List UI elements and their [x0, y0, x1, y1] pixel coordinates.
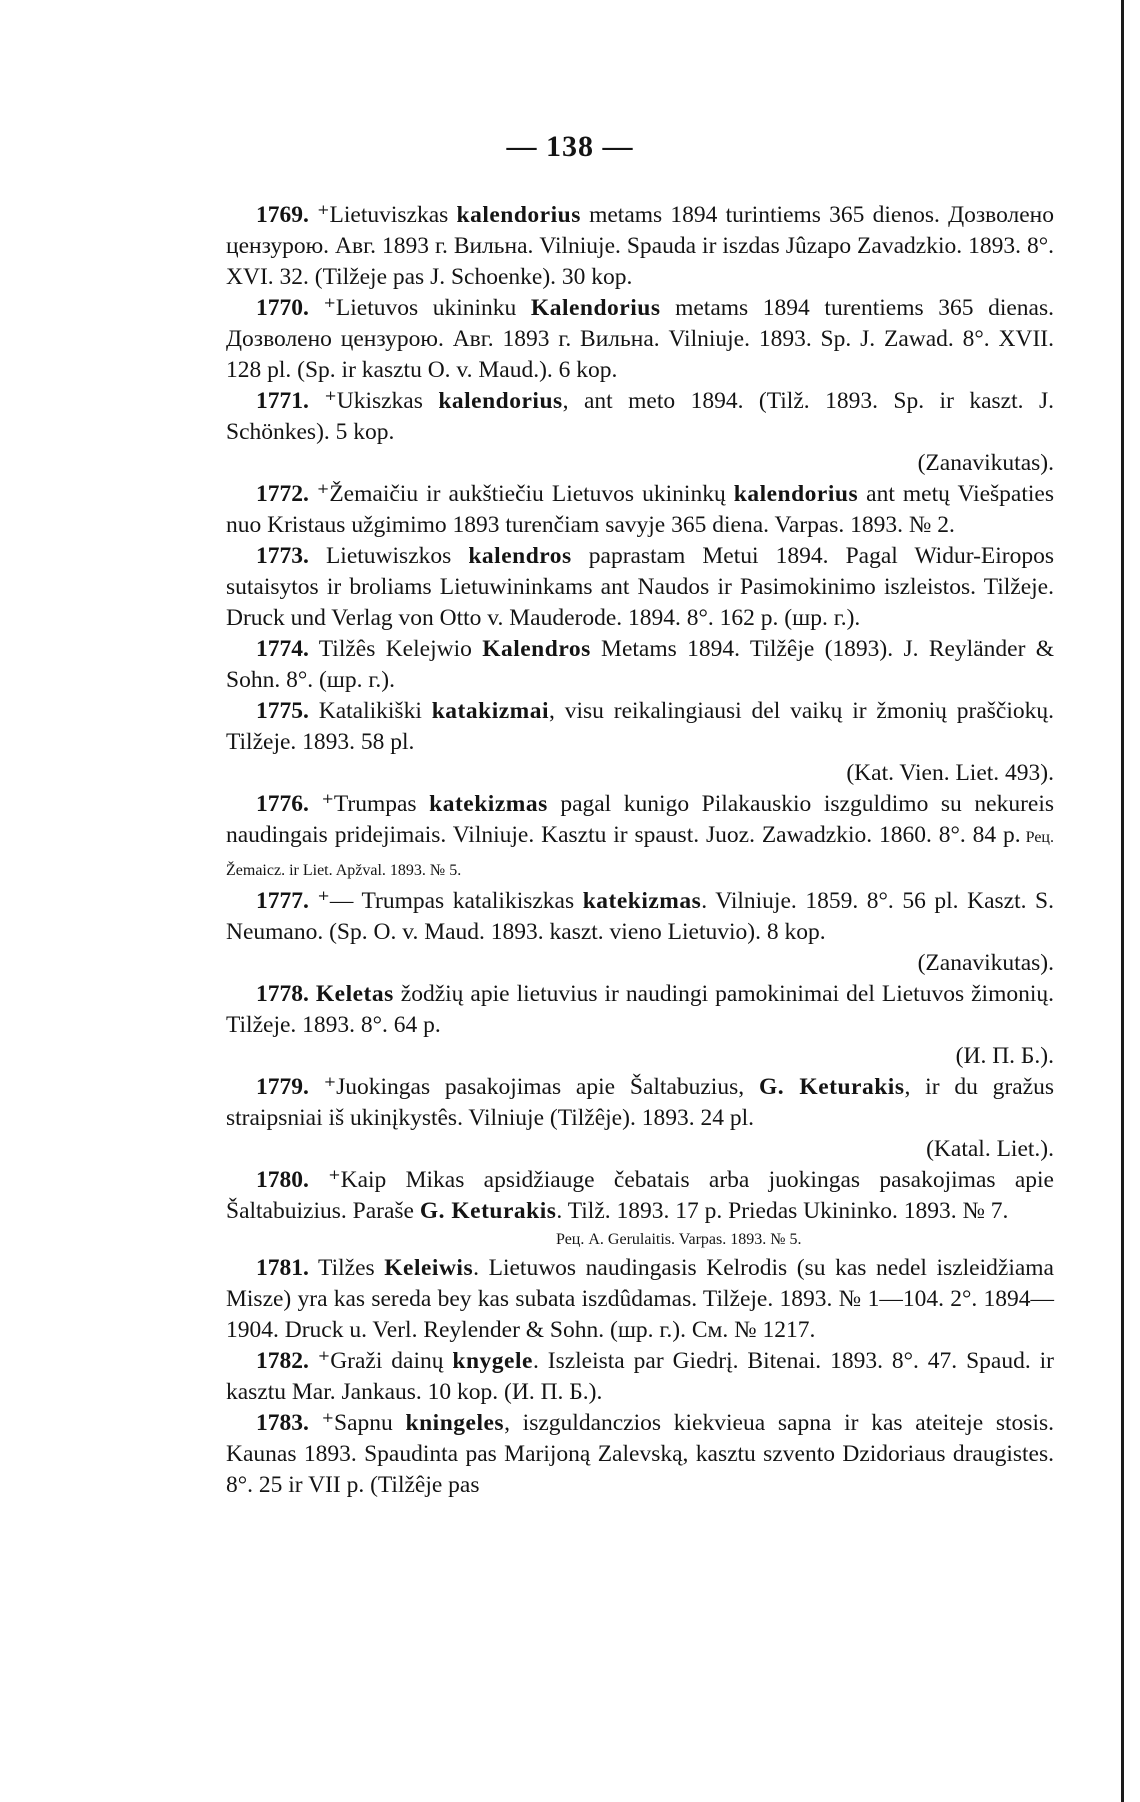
entry-keyword: Keletas: [315, 981, 394, 1007]
entry-number: 1776.: [256, 791, 309, 817]
entry-keyword: katakizmai: [431, 698, 550, 724]
entry-number: 1770.: [256, 295, 309, 321]
entry-text-post: . Iszleista par Giedrį. Bitenai. 1893. 8°. 47. Spaud. ir kasztu Mar. Jankaus. 10 kop. (И. П. Б.).: [226, 1348, 1054, 1405]
bibliography-entries: [226, 200, 1054, 1501]
entry-text-pre: [309, 981, 316, 1007]
entry-text-post: metams 1894 turintiems 365 dienos. Дозволено цензурою. Авг. 1893 г. Вильна. Vilniuje. Spauda ir iszdas Jûzapo Zavadzkio. 1893. 8°. XVI. 32. (Tilžeje pas J. Schoenke). 30 kop.: [226, 202, 1054, 290]
entry-text-pre: ⁺Lietuvos ukininku: [308, 295, 531, 321]
entry-number: 1781.: [256, 1255, 309, 1281]
entry-keyword: kalendorius: [438, 388, 563, 414]
entry-keyword: knygele: [452, 1348, 533, 1374]
entry-keyword: G. Keturakis: [419, 1198, 557, 1224]
bibliography-entry: [226, 386, 1054, 448]
entry-keyword: kningeles: [405, 1410, 505, 1436]
entry-number: 1771.: [256, 388, 309, 414]
bibliography-entry: [226, 696, 1054, 758]
entry-keyword: G. Keturakis: [758, 1074, 905, 1100]
entry-text-pre: ⁺Žemaičiu ir aukštiečiu Lietuvos ukininkų: [308, 481, 734, 507]
entry-text-pre: ⁺Lietuviszkas: [308, 202, 457, 228]
entry-text-pre: Tilžes: [308, 1255, 385, 1281]
entry-text-pre: ⁺Trumpas: [308, 791, 430, 817]
bibliography-entry: [226, 1253, 1054, 1346]
entry-text-pre: Tilžês Kelejwio: [308, 636, 483, 662]
entry-text-pre: ⁺Graži dainų: [308, 1348, 453, 1374]
entry-source: (Katal. Liet.).: [926, 1136, 1054, 1162]
entry-source: (Kat. Vien. Liet. 493).: [846, 760, 1054, 786]
bibliography-entry: [226, 479, 1054, 541]
bibliography-entry: [226, 293, 1054, 386]
bibliography-entry: [226, 1165, 1054, 1227]
entry-text-post: , ir du gražus straipsniai iš ukinįkystês. Vilniuje (Tilžêje). 1893. 24 pl.: [226, 1074, 1055, 1131]
bibliography-entry: [226, 789, 1054, 886]
entry-review-note: Рец. A. Gerulaitis. Varpas. 1893. № 5.: [556, 1231, 802, 1248]
entry-keyword: kalendorius: [733, 481, 859, 507]
entry-text-pre: ⁺— Trumpas katalikiszkas: [308, 888, 583, 914]
entry-text-post: , iszguldanczios kiekvieua sapna ir kas ateiteje stosis. Kaunas 1893. Spaudinta pas Marijoną Zalevską, kasztu szvento Dzidoriaus draugistes. 8°. 25 ir VII p. (Tilžêje pas: [226, 1410, 1055, 1498]
entry-number: 1769.: [256, 202, 309, 228]
entry-text-pre: ⁺Juokingas pasakojimas apie Šaltabuzius,: [308, 1074, 759, 1100]
entry-text-pre: Lietuwiszkos: [308, 543, 469, 569]
entry-number: 1783.: [256, 1410, 309, 1436]
entry-keyword: Keleiwis: [384, 1255, 474, 1281]
entry-text-post: , visu reikalingiausi del vaikų ir žmonių praščiokų. Tilžeje. 1893. 58 pl.: [226, 698, 1054, 755]
entry-keyword: Kalendorius: [530, 295, 661, 321]
entry-number: 1777.: [256, 888, 309, 914]
bibliography-entry: [226, 200, 1054, 293]
bibliography-entry: [226, 979, 1054, 1041]
entry-text-post: . Vilniuje. 1859. 8°. 56 pl. Kaszt. S. Neumano. (Sp. O. v. Maud. 1893. kaszt. vieno Lietuvio). 8 kop.: [226, 888, 1054, 945]
entry-keyword: kalendros: [468, 543, 572, 569]
entry-text-pre: ⁺Ukiszkas: [308, 388, 439, 414]
entry-text-post: paprastam Metui 1894. Pagal Widur-Eiropos sutaisytos ir broliams Lietuwininkams ant Naudos ir Pasimokinimo iszleistos. Tilžeje. Druck und Verlag von Otto v. Mauderode. 1894. 8°. 162 p. (шр. г.).: [226, 543, 1054, 631]
entry-number: 1780.: [256, 1167, 309, 1193]
entry-number: 1775.: [256, 698, 309, 724]
entry-text-post: metams 1894 turentiems 365 dienas. Дозволено цензурою. Авг. 1893 г. Вильна. Vilniuje. 1893. Sp. J. Zawad. 8°. XVII. 128 pl. (Sp. ir kasztu O. v. Maud.). 6 kop.: [226, 295, 1055, 383]
bibliography-entry: [226, 1408, 1054, 1501]
entry-source: (И. П. Б.).: [955, 1043, 1054, 1069]
entry-keyword: kalendorius: [456, 202, 581, 228]
entry-number: 1773.: [256, 543, 309, 569]
entry-number: 1778.: [256, 981, 309, 1007]
entry-number: 1782.: [256, 1348, 309, 1374]
entry-keyword: Kalendros: [482, 636, 591, 662]
bibliography-entry: [226, 1346, 1054, 1408]
entry-number: 1774.: [256, 636, 309, 662]
entry-number: 1772.: [256, 481, 309, 507]
entry-text-post: , ant meto 1894. (Tilž. 1893. Sp. ir kaszt. J. Schönkes). 5 kop.: [226, 388, 1054, 445]
entry-source: (Zanavikutas).: [917, 450, 1054, 476]
entry-keyword: katekizmas: [429, 791, 548, 817]
entry-text-pre: Katalikiški: [308, 698, 432, 724]
entry-text-post: Metams 1894. Tilžêje (1893). J. Reyländer & Sohn. 8°. (шр. г.).: [226, 636, 1055, 693]
entry-text-post: . Tilž. 1893. 17 p. Priedas Ukininko. 1893. № 7.: [556, 1198, 1009, 1224]
entry-text-pre: ⁺Sapnu: [308, 1410, 406, 1436]
page-number: — 138 —: [506, 130, 634, 163]
entry-source: (Zanavikutas).: [917, 950, 1054, 976]
entry-review-note: Рец. Žemaicz. ir Liet. Apžval. 1893. № 5.: [226, 829, 1054, 879]
entry-text-post: . Lietuwos naudingasis Kelrodis (su kas nedel iszleidžiama Misze) yra kas sereda bey kas subata iszdûdamas. Tilžeje. 1893. № 1—104. 2°. 1894—1904. Druck u. Verl. Reylender & Sohn. (шр. г.). См. № 1217.: [226, 1255, 1054, 1343]
entry-text-post: žodžių apie lietuvius ir naudingi pamokinimai del Lietuvos žimonių. Tilžeje. 1893. 8°. 64 p.: [226, 981, 1054, 1038]
entry-number: 1779.: [256, 1074, 309, 1100]
bibliography-entry: [226, 1072, 1054, 1134]
scan-edge-line: [1121, 0, 1124, 1802]
bibliography-entry: [226, 541, 1054, 634]
entry-keyword: katekizmas: [582, 888, 702, 914]
entry-text-post: pagal kunigo Pilakauskio iszguldimo su nekureis naudingais pridejimais. Vilniuje. Kasztu ir spaust. Juoz. Zawadzkio. 1860. 8°. 84 p.: [226, 791, 1054, 848]
bibliography-entry: [226, 634, 1054, 696]
bibliography-entry: [226, 886, 1054, 948]
entry-text-pre: ⁺Kaip Mikas apsidžiauge čebatais arba juokingas pasakojimas apie Šaltabuizius. Paraše: [226, 1167, 1054, 1224]
entry-text-post: ant metų Viešpaties nuo Kristaus užgimimo 1893 turenčiam savyje 365 diena. Varpas. 1893. № 2.: [226, 481, 1054, 538]
